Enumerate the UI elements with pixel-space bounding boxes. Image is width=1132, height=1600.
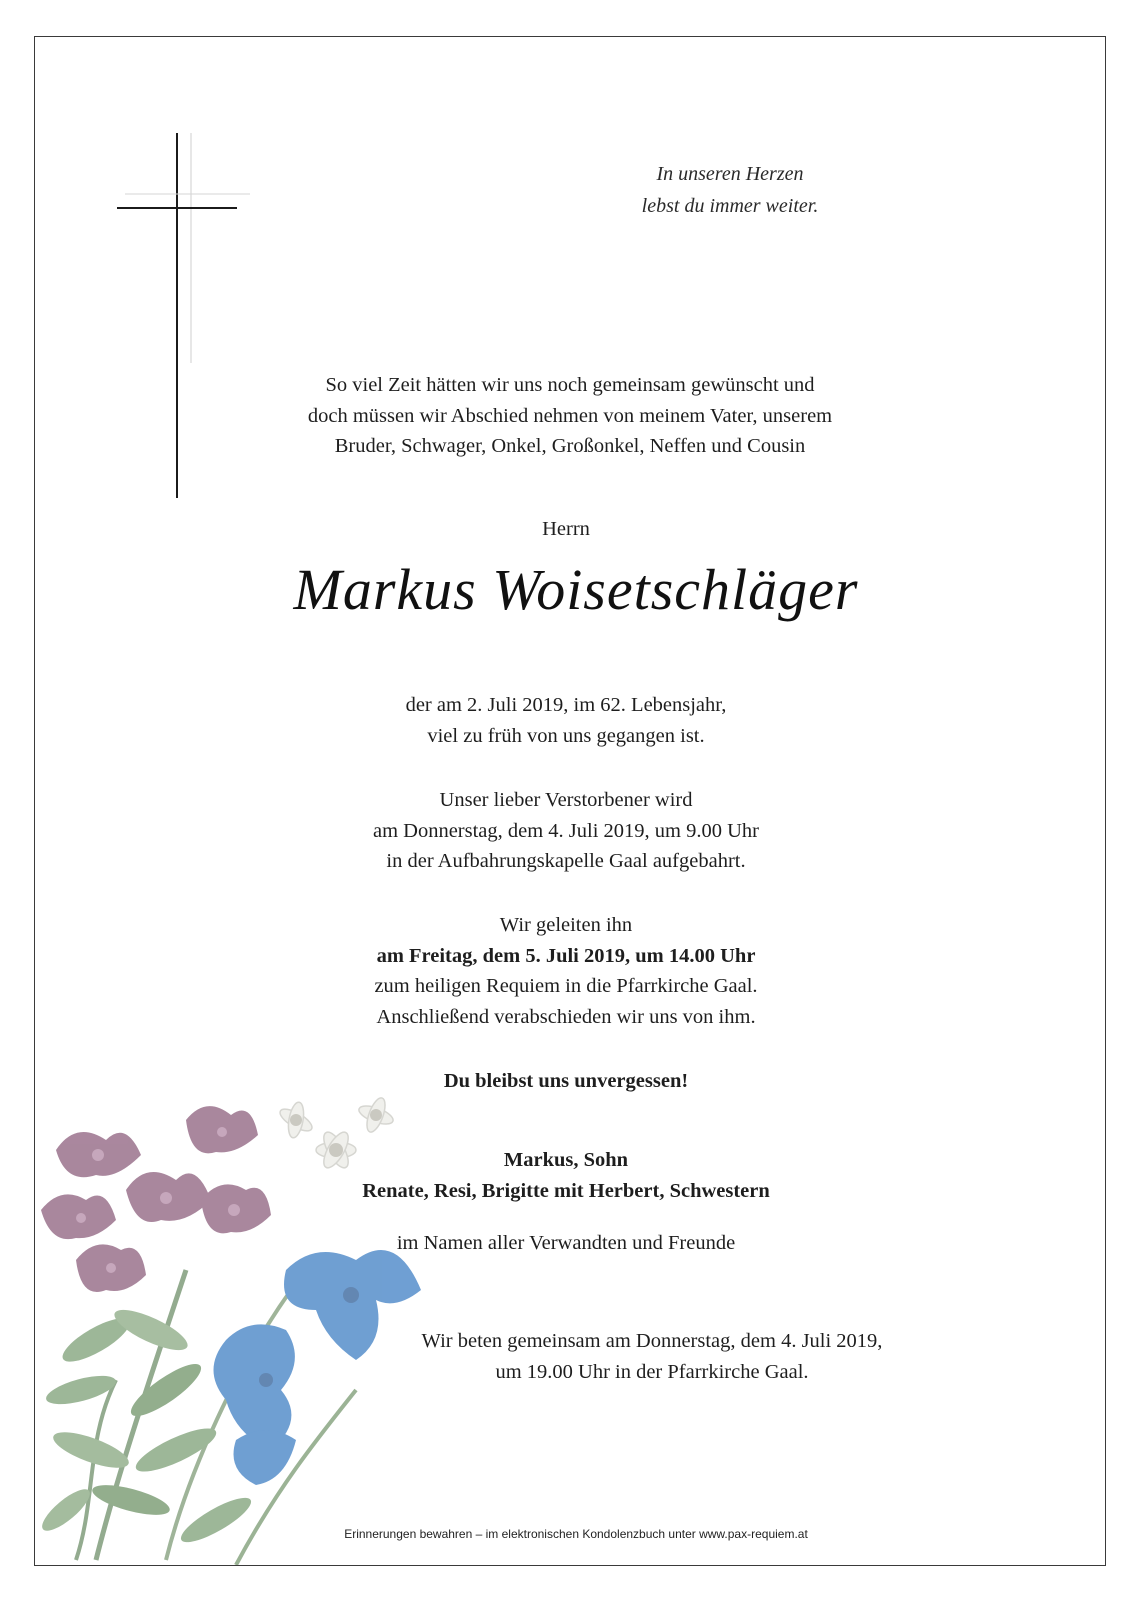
farewell-line: Du bleibst uns unvergessen! xyxy=(443,1070,689,1092)
laying-out-line: am Donnerstag, dem 4. Juli 2019, um 9.00 Uhr xyxy=(372,819,760,842)
relatives-line: im Namen aller Verwandten und Freunde xyxy=(396,1232,736,1254)
family-signatures xyxy=(0,1145,1132,1206)
funeral-line: Wir geleiten ihn xyxy=(499,914,633,936)
flower-bouquet-illustration xyxy=(36,1060,466,1565)
death-notice xyxy=(0,690,1132,751)
laying-out-line: Unser lieber Verstorbener wird xyxy=(439,789,693,811)
funeral-line: Anschließend verabschieden wir uns von ihm. xyxy=(376,1005,756,1028)
intro-line: doch müssen wir Abschied nehmen von meinem Vater, unserem xyxy=(307,404,833,427)
rosary-line: Wir beten gemeinsam am Donnerstag, dem 4. Juli 2019, xyxy=(421,1330,883,1352)
family-line: Renate, Resi, Brigitte mit Herbert, Schwestern xyxy=(362,1179,770,1202)
laying-out-line: in der Aufbahrungskapelle Gaal aufgebahrt. xyxy=(386,850,746,872)
family-line: Markus, Sohn xyxy=(503,1149,629,1171)
salutation: Herrn xyxy=(542,518,590,540)
funeral-line: zum heiligen Requiem in die Pfarrkirche Gaal. xyxy=(374,975,758,997)
motto xyxy=(590,158,870,222)
motto-line: lebst du immer weiter. xyxy=(641,195,819,217)
motto-line: In unseren Herzen xyxy=(656,163,804,185)
rosary-line: um 19.00 Uhr in der Pfarrkirche Gaal. xyxy=(495,1360,809,1383)
deceased-name: Markus Woisetschläger xyxy=(293,557,859,622)
intro-line: So viel Zeit hätten wir uns noch gemeinsam gewünscht und xyxy=(325,374,815,396)
death-line: viel zu früh von uns gegangen ist. xyxy=(427,724,705,747)
funeral-date: am Freitag, dem 5. Juli 2019, um 14.00 Uhr xyxy=(376,944,756,967)
laying-out-notice xyxy=(0,785,1132,877)
footer-condolence-link: Erinnerungen bewahren – im elektronischen Kondolenzbuch unter www.pax-requiem.at xyxy=(344,1527,808,1541)
rosary-notice xyxy=(86,1326,1132,1387)
intro-text xyxy=(4,370,1132,462)
intro-line: Bruder, Schwager, Onkel, Großonkel, Neffen und Cousin xyxy=(334,435,806,457)
funeral-notice xyxy=(0,910,1132,1032)
death-line: der am 2. Juli 2019, im 62. Lebensjahr, xyxy=(405,694,727,716)
